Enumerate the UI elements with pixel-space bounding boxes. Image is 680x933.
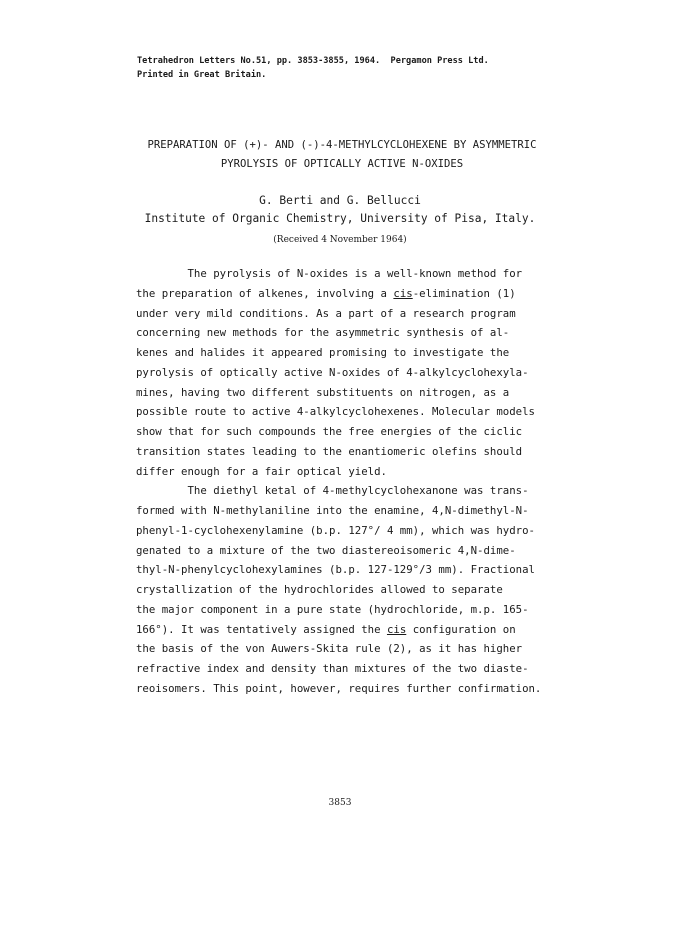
body-line bbox=[136, 620, 556, 640]
article-title bbox=[132, 136, 552, 174]
body-line: refractive index and density than mixtures of the two diaste- bbox=[136, 662, 529, 675]
italic-cis: cis bbox=[393, 286, 413, 300]
body-line-part: -elimination (1) bbox=[412, 286, 516, 300]
body-text bbox=[136, 264, 556, 699]
body-line: the major component in a pure state (hydrochloride, m.p. 165- bbox=[136, 602, 529, 616]
title-line-2: PYROLYSIS OF OPTICALLY ACTIVE N-OXIDES bbox=[220, 158, 464, 170]
body-line: phenyl-1-cyclohexenylamine (b.p. 127°/ 4 mm), which was hydro- bbox=[136, 523, 535, 537]
printed-in-note: Printed in Great Britain. bbox=[137, 70, 267, 80]
body-line: the basis of the von Auwers-Skita rule (2), as it has higher bbox=[136, 642, 523, 656]
page-number: 3853 bbox=[328, 798, 352, 808]
body-line: kenes and halides it appeared promising to investigate the bbox=[136, 346, 510, 359]
body-line: genated to a mixture of the two diastereoisomeric 4,N-dime- bbox=[136, 543, 516, 557]
received-date: (Received 4 November 1964) bbox=[273, 235, 407, 245]
body-line: The diethyl ketal of 4-methylcyclohexanone was trans- bbox=[136, 484, 529, 498]
body-line: concerning new methods for the asymmetric synthesis of al- bbox=[136, 326, 510, 340]
body-line: mines, having two different substituents on nitrogen, as a bbox=[136, 385, 510, 399]
body-line: formed with N-methylaniline into the enamine, 4,N-dimethyl-N- bbox=[136, 504, 529, 517]
body-line-part: the preparation of alkenes, involving a bbox=[136, 286, 394, 300]
body-line: reoisomers. This point, however, requires further confirmation. bbox=[136, 681, 542, 695]
title-line-1: PREPARATION OF (+)- AND (-)-4-METHYLCYCLOHEXENE BY ASYMMETRIC bbox=[147, 139, 537, 151]
body-line: thyl-N-phenylcyclohexylamines (b.p. 127-129°/3 mm). Fractional bbox=[136, 563, 535, 577]
authors: G. Berti and G. Bellucci bbox=[259, 194, 421, 207]
italic-cis: cis bbox=[386, 622, 407, 636]
body-line bbox=[136, 284, 556, 304]
body-line: possible route to active 4-alkylcyclohexenes. Molecular models bbox=[136, 405, 535, 419]
body-line: show that for such compounds the free energies of the ciclic bbox=[136, 425, 523, 438]
body-line: The pyrolysis of N-oxides is a well-known method for bbox=[136, 267, 523, 280]
body-line: differ enough for a fair optical yield. bbox=[136, 464, 387, 478]
journal-citation: Tetrahedron Letters No.51, pp. 3853-3855, 1964. Pergamon Press Ltd. bbox=[137, 56, 489, 66]
body-line-part: 166°). It was tentatively assigned the bbox=[136, 622, 387, 636]
body-line: crystallization of the hydrochlorides allowed to separate bbox=[136, 583, 503, 596]
body-line: transition states leading to the enantiomeric olefins should bbox=[136, 444, 523, 458]
body-line: pyrolysis of optically active N-oxides of 4-alkylcyclohexyla- bbox=[136, 365, 529, 379]
body-line: under very mild conditions. As a part of a research program bbox=[136, 306, 516, 320]
body-line-part: configuration on bbox=[406, 622, 516, 636]
affiliation: Institute of Organic Chemistry, University of Pisa, Italy. bbox=[144, 212, 536, 225]
journal-header bbox=[137, 54, 489, 82]
